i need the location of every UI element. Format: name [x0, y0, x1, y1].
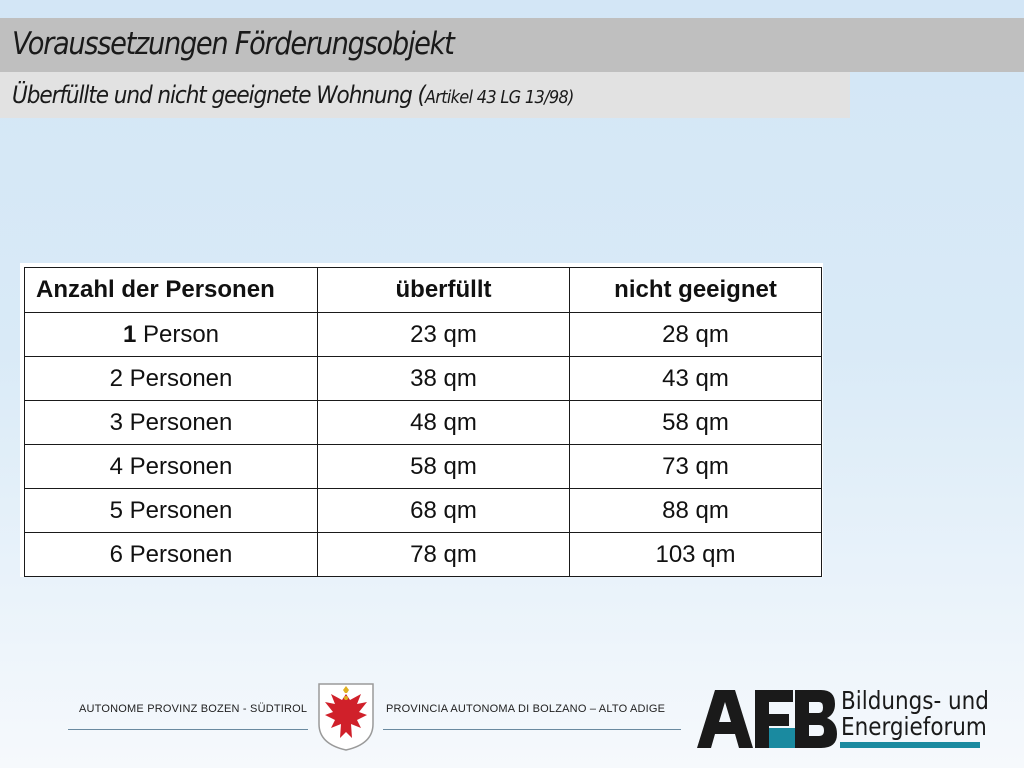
- header-overcrowded: überfüllt: [318, 268, 570, 313]
- header-unsuitable: nicht geeignet: [570, 268, 822, 313]
- afb-line2: Energieforum: [841, 712, 987, 741]
- header-persons: Anzahl der Personen: [25, 268, 318, 313]
- persons-cell: [25, 489, 318, 533]
- persons-count: 3: [109, 408, 123, 436]
- persons-unit: Personen: [122, 408, 233, 436]
- persons-cell: [25, 401, 318, 445]
- persons-cell: [25, 313, 318, 357]
- unsuitable-cell: 73 qm: [570, 445, 822, 489]
- table-row: [25, 401, 822, 445]
- slide-subtitle: [12, 81, 574, 109]
- persons-cell: [25, 445, 318, 489]
- afb-underline: [840, 742, 980, 748]
- unsuitable-cell: 58 qm: [570, 401, 822, 445]
- persons-cell: [25, 357, 318, 401]
- overcrowded-cell: 58 qm: [318, 445, 570, 489]
- persons-count: 5: [109, 496, 123, 524]
- persons-unit: Personen: [122, 496, 233, 524]
- afb-line1: Bildungs- und: [841, 686, 989, 715]
- afb-wordmark: [841, 688, 989, 740]
- persons-count: 2: [109, 364, 123, 392]
- table-header-row: [25, 268, 822, 313]
- footer-province-de: AUTONOME PROVINZ BOZEN - SÜDTIROL: [79, 703, 308, 715]
- persons-count: 1: [122, 320, 137, 348]
- persons-unit: Personen: [122, 364, 233, 392]
- persons-count: 4: [109, 452, 123, 480]
- unsuitable-cell: 43 qm: [570, 357, 822, 401]
- subtitle-article-ref: Artikel 43 LG 13/98): [424, 87, 574, 108]
- table-row: [25, 313, 822, 357]
- table-row: [25, 489, 822, 533]
- unsuitable-cell: 28 qm: [570, 313, 822, 357]
- persons-cell: [25, 533, 318, 577]
- persons-unit: Personen: [122, 540, 233, 568]
- unsuitable-cell: 88 qm: [570, 489, 822, 533]
- unsuitable-cell: 103 qm: [570, 533, 822, 577]
- eagle-crest-icon: [317, 682, 375, 752]
- footer-divider-right: [383, 729, 681, 730]
- footer-province-it: PROVINCIA AUTONOMA DI BOLZANO – ALTO ADIGE: [386, 703, 666, 715]
- overcrowded-cell: 23 qm: [318, 313, 570, 357]
- overcrowded-cell: 68 qm: [318, 489, 570, 533]
- table-row: [25, 357, 822, 401]
- footer-divider-left: [68, 729, 308, 730]
- persons-count: 6: [109, 540, 123, 568]
- subtitle-main: Überfüllte und nicht geeignete Wohnung (: [12, 81, 425, 109]
- overcrowded-cell: 48 qm: [318, 401, 570, 445]
- living-space-table: [24, 267, 822, 577]
- table-container: [20, 263, 823, 577]
- overcrowded-cell: 78 qm: [318, 533, 570, 577]
- table-row: [25, 533, 822, 577]
- title-bar: [0, 18, 1024, 72]
- subtitle-bar: [0, 72, 850, 118]
- slide-title: Voraussetzungen Förderungsobjekt: [12, 26, 454, 62]
- afb-logo-icon: [697, 688, 837, 750]
- table-row: [25, 445, 822, 489]
- overcrowded-cell: 38 qm: [318, 357, 570, 401]
- persons-unit: Person: [136, 320, 220, 348]
- persons-unit: Personen: [122, 452, 233, 480]
